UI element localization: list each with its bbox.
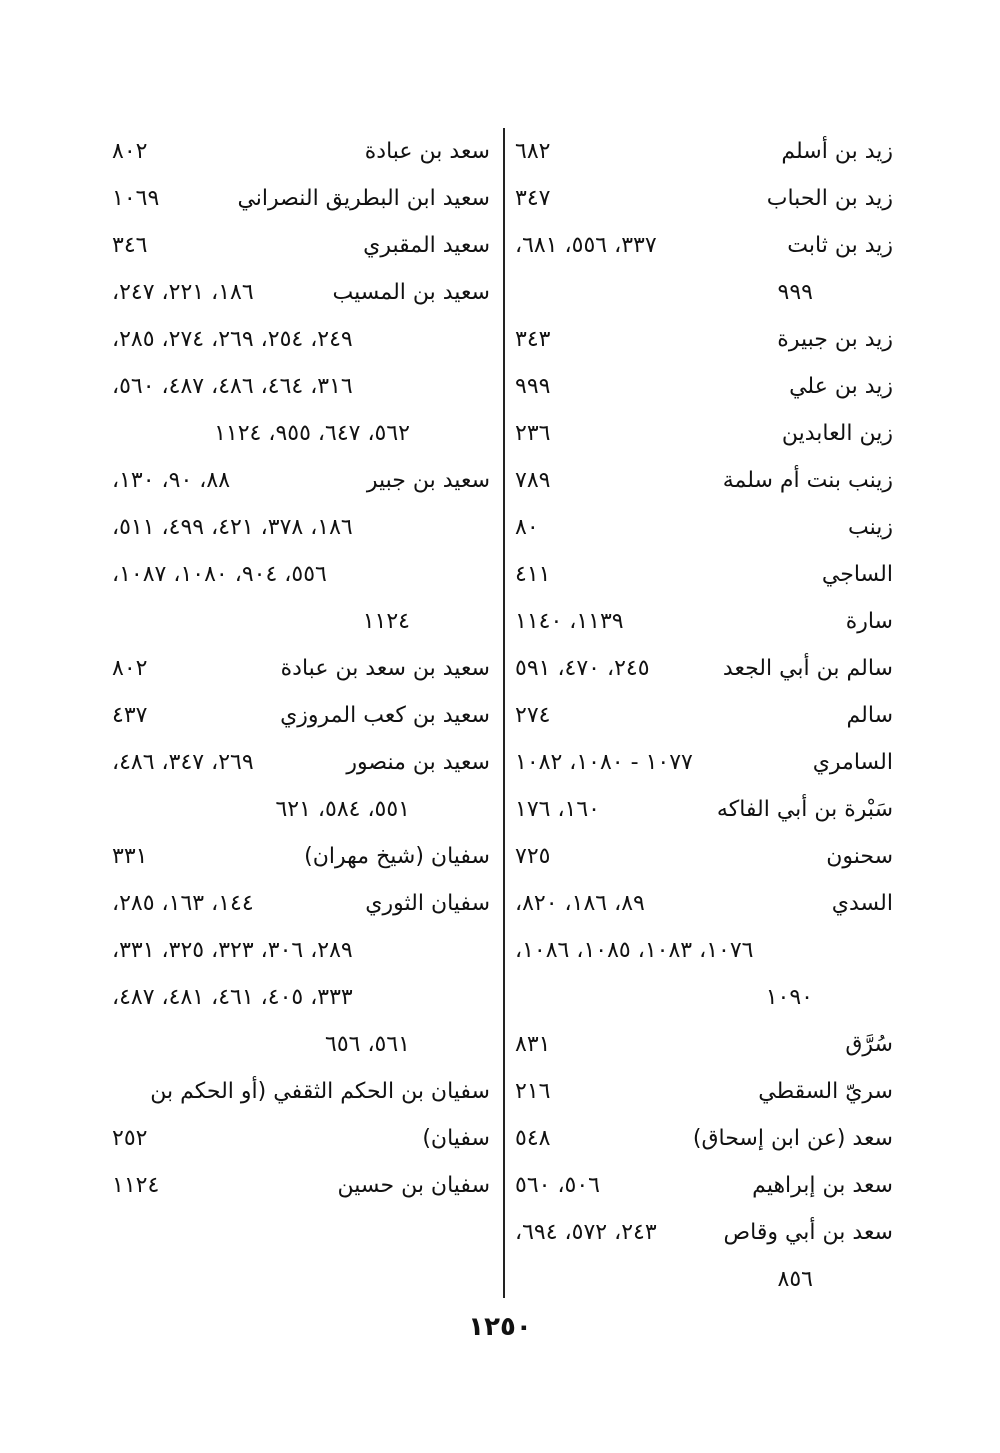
index-entry [112,504,490,551]
index-entry [112,692,490,739]
index-entry [112,128,490,175]
entry-name: سريّ السقطي [758,1079,893,1104]
entry-pages-continued: ٢٤٩، ٢٥٤، ٢٦٩، ٢٧٤، ٢٨٥، [112,327,353,352]
entry-pages-continued: ٥٦٢، ٦٤٧، ٩٥٥، ١١٢٤ [214,421,410,446]
index-entry [112,598,490,645]
entry-pages-continued: ٥٥١، ٥٨٤، ٦٢١ [275,797,410,822]
entry-pages: ٤١١ [515,562,551,587]
index-entry [112,739,490,786]
entry-pages-continued: ١٠٩٠ [765,985,813,1010]
entry-name: سَبْرة بن أبي الفاكه [716,797,893,822]
entry-name: سعيد بن منصور [346,750,490,775]
index-entry [515,645,893,692]
entry-name: الساجي [821,562,893,587]
entry-name: سُرَّق [845,1032,893,1057]
index-entry [515,504,893,551]
entry-pages: ٧٨٩ [515,468,551,493]
entry-name: زيد بن جبيرة [777,327,893,352]
index-entry [112,316,490,363]
index-entry [515,222,893,269]
entry-name: سعد بن أبي وقاص [723,1220,893,1245]
entry-name: سعيد بن كعب المروزي [280,703,490,728]
entry-pages: ٨٩، ١٨٦، ٨٢٠، [515,891,645,916]
entry-pages: ١١٣٩، ١١٤٠ [515,609,624,634]
index-entry [112,175,490,222]
entry-pages: ٣٤٣ [515,327,551,352]
entry-name: زينب [848,515,893,540]
index-entry [112,551,490,598]
entry-pages: ٥٠٦، ٥٦٠ [515,1173,600,1198]
entry-pages: ١٤٤، ١٦٣، ٢٨٥، [112,891,254,916]
entry-pages-continued: ٥٦١، ٦٥٦ [325,1032,410,1057]
entry-name: سارة [845,609,893,634]
left-column [112,128,490,1209]
entry-name: سعيد ابن البطريق النصراني [237,186,490,211]
index-entry [515,927,893,974]
entry-pages-continued: ١٨٦، ٣٧٨، ٤٢١، ٤٩٩، ٥١١، [112,515,353,540]
index-entry [515,598,893,645]
entry-name: سعيد بن سعد بن عبادة [280,656,490,681]
entry-pages: ٢٤٥، ٤٧٠، ٥٩١ [515,656,650,681]
entry-name: زيد بن الحباب [766,186,893,211]
entry-name: سعيد بن جبير [366,468,490,493]
index-entry [112,645,490,692]
entry-name: سفيان بن الحكم الثقفي (أو الحكم بن [150,1079,490,1104]
entry-pages: ١٠٦٩ [112,186,160,211]
entry-pages: ١٠٧٧ - ١٠٨٠، ١٠٨٢ [515,750,693,775]
entry-name: زيد بن علي [789,374,893,399]
index-entry [112,1162,490,1209]
index-entry [112,833,490,880]
entry-name: سعد بن عبادة [364,139,490,164]
entry-pages: ٨٠٢ [112,656,148,681]
entry-name: سعيد المقبري [363,233,490,258]
index-entry [515,128,893,175]
index-entry [112,974,490,1021]
index-entry [515,175,893,222]
entry-name: سعد (عن ابن إسحاق) [692,1126,893,1151]
index-entry [515,1256,893,1303]
entry-name: سحنون [826,844,893,869]
index-entry [112,927,490,974]
entry-pages-continued: ٥٥٦، ٩٠٤، ١٠٨٠، ١٠٨٧، [112,562,327,587]
entry-pages: ٢٦٩، ٣٤٧، ٤٨٦، [112,750,254,775]
index-entry [112,410,490,457]
entry-pages-continued: ٣٣٣، ٤٠٥، ٤٦١، ٤٨١، ٤٨٧، [112,985,353,1010]
index-entry [515,974,893,1021]
entry-pages: ١١٢٤ [112,1173,160,1198]
entry-pages: ٣٤٧ [515,186,551,211]
entry-name: سفيان (شيخ مهران) [304,844,490,869]
entry-name: السدي [831,891,893,916]
entry-pages: ٢٤٣، ٥٧٢، ٦٩٤، [515,1220,657,1245]
index-entry [515,1115,893,1162]
entry-name: سفيان بن حسين [337,1173,490,1198]
entry-name: سالم بن أبي الجعد [722,656,893,681]
entry-pages: ٢١٦ [515,1079,551,1104]
entry-pages: ٣٣٧، ٥٥٦، ٦٨١، [515,233,657,258]
entry-pages: ٢٥٢ [112,1126,148,1151]
entry-name: زيد بن أسلم [781,139,893,164]
entry-pages-continued: ١٠٧٦، ١٠٨٣، ١٠٨٥، ١٠٨٦، [515,938,754,963]
index-entry [515,269,893,316]
entry-pages: ٤٣٧ [112,703,148,728]
index-entry [515,692,893,739]
column-divider [503,128,505,1298]
index-entry [112,1115,490,1162]
entry-pages: ٣٣١ [112,844,148,869]
entry-name: سفيان) [422,1126,490,1151]
entry-name: سعد بن إبراهيم [752,1173,893,1198]
index-entry [515,316,893,363]
entry-pages: ٢٣٦ [515,421,551,446]
index-entry [112,269,490,316]
entry-name: زينب بنت أم سلمة [722,468,893,493]
entry-pages-continued: ٩٩٩ [777,280,813,305]
index-entry [515,551,893,598]
index-entry [112,786,490,833]
index-entry [515,1162,893,1209]
entry-pages: ٧٢٥ [515,844,551,869]
index-entry [112,880,490,927]
entry-pages: ٨٨، ٩٠، ١٣٠، [112,468,231,493]
entry-pages: ٩٩٩ [515,374,551,399]
index-entry [515,1021,893,1068]
index-entry [515,786,893,833]
entry-pages-continued: ١١٢٤ [362,609,410,634]
index-entry [515,880,893,927]
entry-pages: ٨٠ [515,515,539,540]
entry-pages: ٣٤٦ [112,233,148,258]
index-entry [515,457,893,504]
entry-name: زيد بن ثابت [787,233,893,258]
entry-pages: ٨٣١ [515,1032,551,1057]
entry-name: سفيان الثوري [365,891,490,916]
index-entry [112,1021,490,1068]
index-entry [515,739,893,786]
entry-pages-continued: ٨٥٦ [777,1267,813,1292]
entry-pages: ٢٧٤ [515,703,551,728]
index-entry [112,1068,490,1115]
index-entry [515,833,893,880]
entry-name: السامري [812,750,893,775]
entry-pages: ١٦٠، ١٧٦ [515,797,600,822]
index-entry [112,363,490,410]
entry-pages: ٨٠٢ [112,139,148,164]
entry-name: سالم [846,703,893,728]
index-entry [112,457,490,504]
right-column [515,128,893,1303]
index-entry [515,410,893,457]
entry-pages: ٥٤٨ [515,1126,551,1151]
index-entry [515,363,893,410]
entry-pages-continued: ٣١٦، ٤٦٤، ٤٨٦، ٤٨٧، ٥٦٠، [112,374,353,399]
index-entry [112,222,490,269]
entry-pages: ٦٨٢ [515,139,551,164]
entry-pages: ١٨٦، ٢٢١، ٢٤٧، [112,280,254,305]
index-entry [515,1068,893,1115]
entry-pages-continued: ٢٨٩، ٣٠٦، ٣٢٣، ٣٢٥، ٣٣١، [112,938,353,963]
index-entry [515,1209,893,1256]
entry-name: زين العابدين [781,421,893,446]
entry-name: سعيد بن المسيب [332,280,490,305]
page-number: ١٢٥٠ [468,1312,532,1342]
